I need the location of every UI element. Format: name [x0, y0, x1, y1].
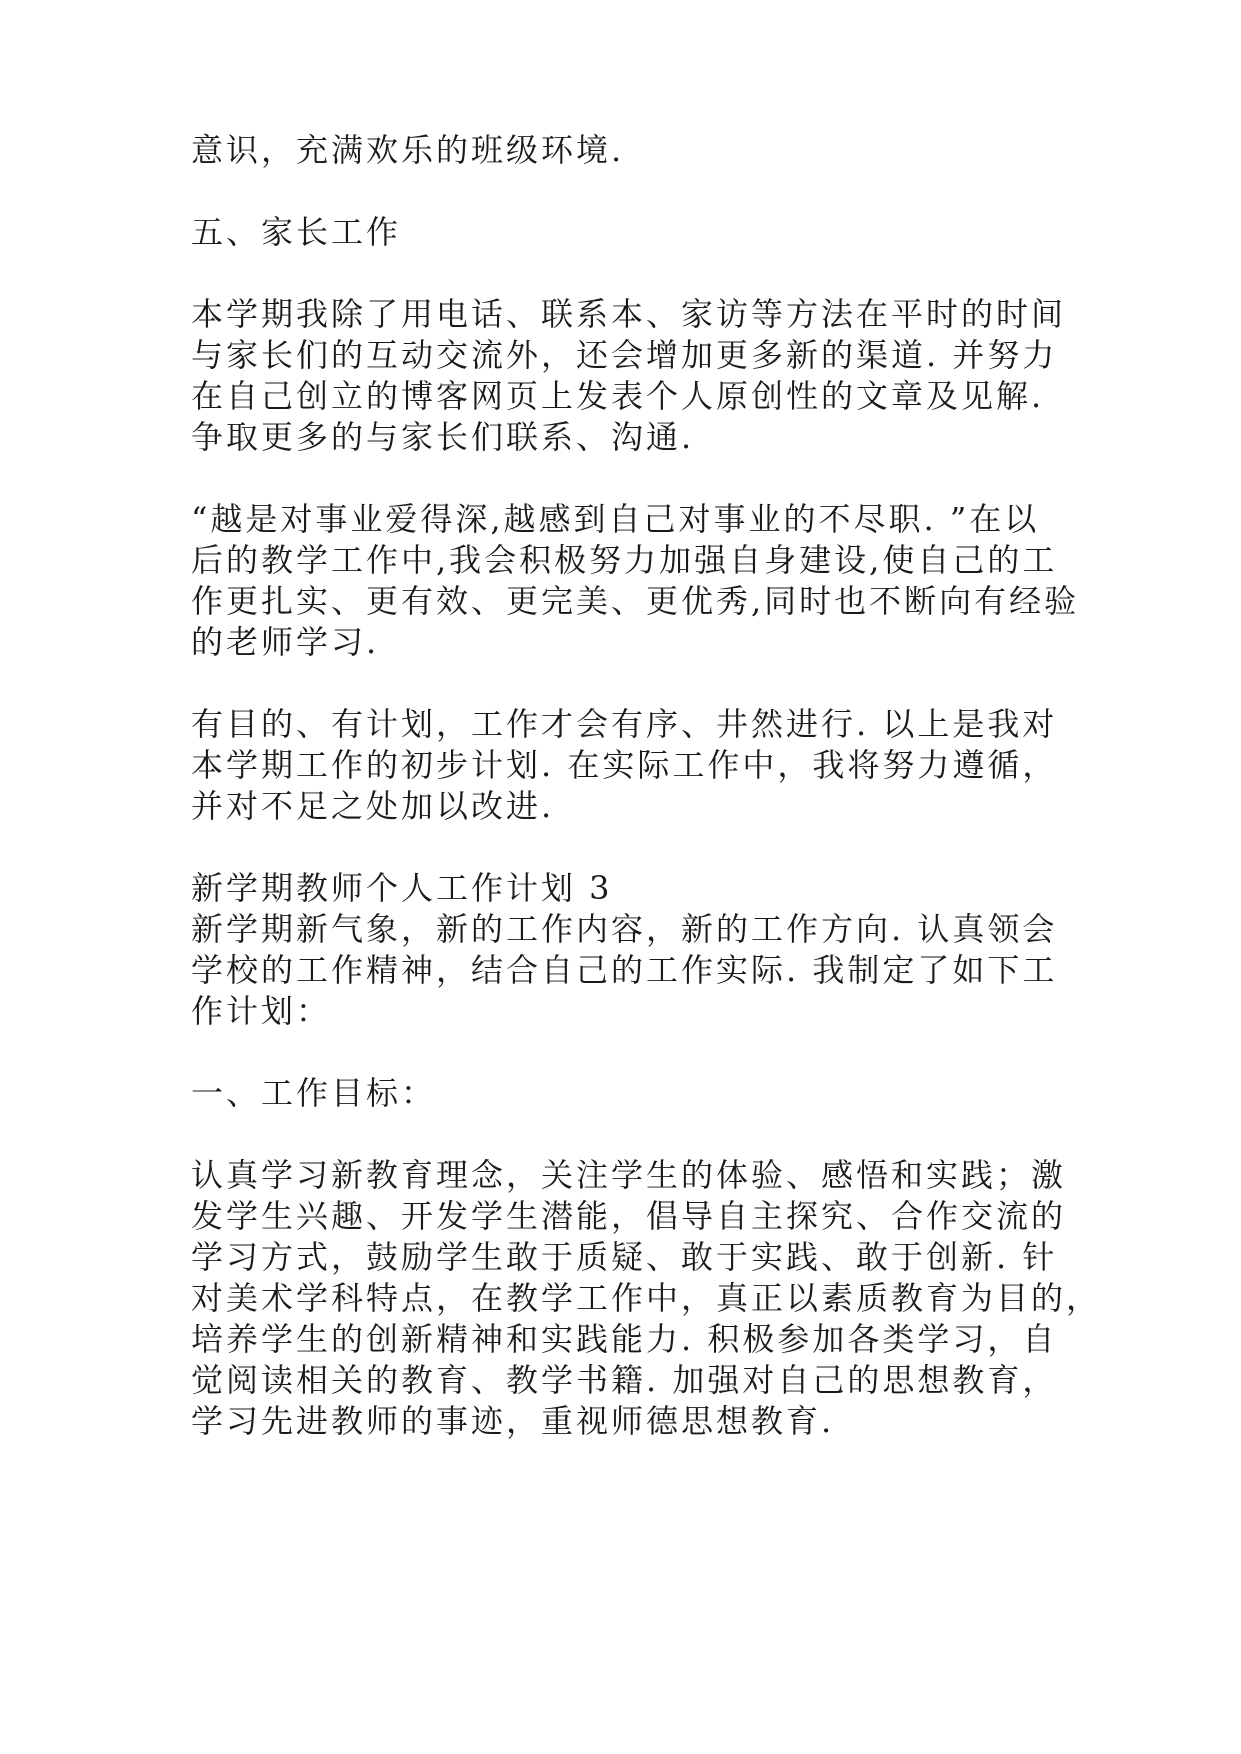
paragraph-work-goals [191, 1155, 1102, 1442]
text-line: 在自己创立的博客网页上发表个人原创性的文章及见解. [191, 377, 1045, 415]
heading-text: 五、家长工作 [191, 213, 402, 251]
text-line: 后的教学工作中,我会积极努力加强自身建设,使自己的工 [191, 541, 1058, 579]
section-title: 新学期教师个人工作计划 3 [191, 869, 613, 907]
text-line: 认真学习新教育理念，关注学生的体验、感悟和实践；激 [191, 1156, 1067, 1194]
paragraph-plan-3 [191, 868, 1071, 1032]
heading-work-goals [191, 1073, 1071, 1114]
text-line: 学习先进教师的事迹，重视师德思想教育. [191, 1402, 835, 1440]
text-line: 与家长们的互动交流外，还会增加更多新的渠道. 并努力 [191, 336, 1058, 374]
heading-parent-work [191, 212, 1071, 253]
text-line: 有目的、有计划，工作才会有序、井然进行. 以上是我对 [191, 705, 1058, 743]
text-line: 新学期新气象，新的工作内容，新的工作方向. 认真领会 [191, 910, 1058, 948]
text-line: 作更扎实、更有效、更完美、更优秀,同时也不断向有经验 [191, 582, 1080, 620]
text-line: 学校的工作精神，结合自己的工作实际. 我制定了如下工 [191, 951, 1058, 989]
text-line: 学习方式，鼓励学生敢于质疑、敢于实践、敢于创新. 针 [191, 1238, 1058, 1276]
paragraph-closing [191, 130, 1071, 171]
text-line: 争取更多的与家长们联系、沟通. [191, 418, 695, 456]
text-line: 发学生兴趣、开发学生潜能，倡导自主探究、合作交流的 [191, 1197, 1067, 1235]
text-line: 对美术学科特点，在教学工作中，真正以素质教育为目的， [191, 1279, 1102, 1317]
heading-text: 一、工作目标： [191, 1074, 437, 1112]
paragraph-parent-work [191, 294, 1071, 458]
text-line: 本学期我除了用电话、联系本、家访等方法在平时的时间 [191, 295, 1067, 333]
text-line: 并对不足之处加以改进. [191, 787, 555, 825]
text-line: 觉阅读相关的教育、教学书籍. 加强对自己的思想教育， [191, 1361, 1058, 1399]
text-line: “越是对事业爱得深,越感到自己对事业的不尽职. ”在以 [191, 500, 1040, 538]
paragraph-quote [191, 499, 1080, 663]
document-page [191, 130, 1102, 1442]
text-line: 意识，充满欢乐的班级环境. [191, 131, 625, 169]
text-line: 本学期工作的初步计划. 在实际工作中，我将努力遵循， [191, 746, 1058, 784]
text-line: 的老师学习. [191, 623, 380, 661]
paragraph-summary [191, 704, 1071, 827]
text-line: 作计划： [191, 992, 332, 1030]
text-line: 培养学生的创新精神和实践能力. 积极参加各类学习，自 [191, 1320, 1058, 1358]
